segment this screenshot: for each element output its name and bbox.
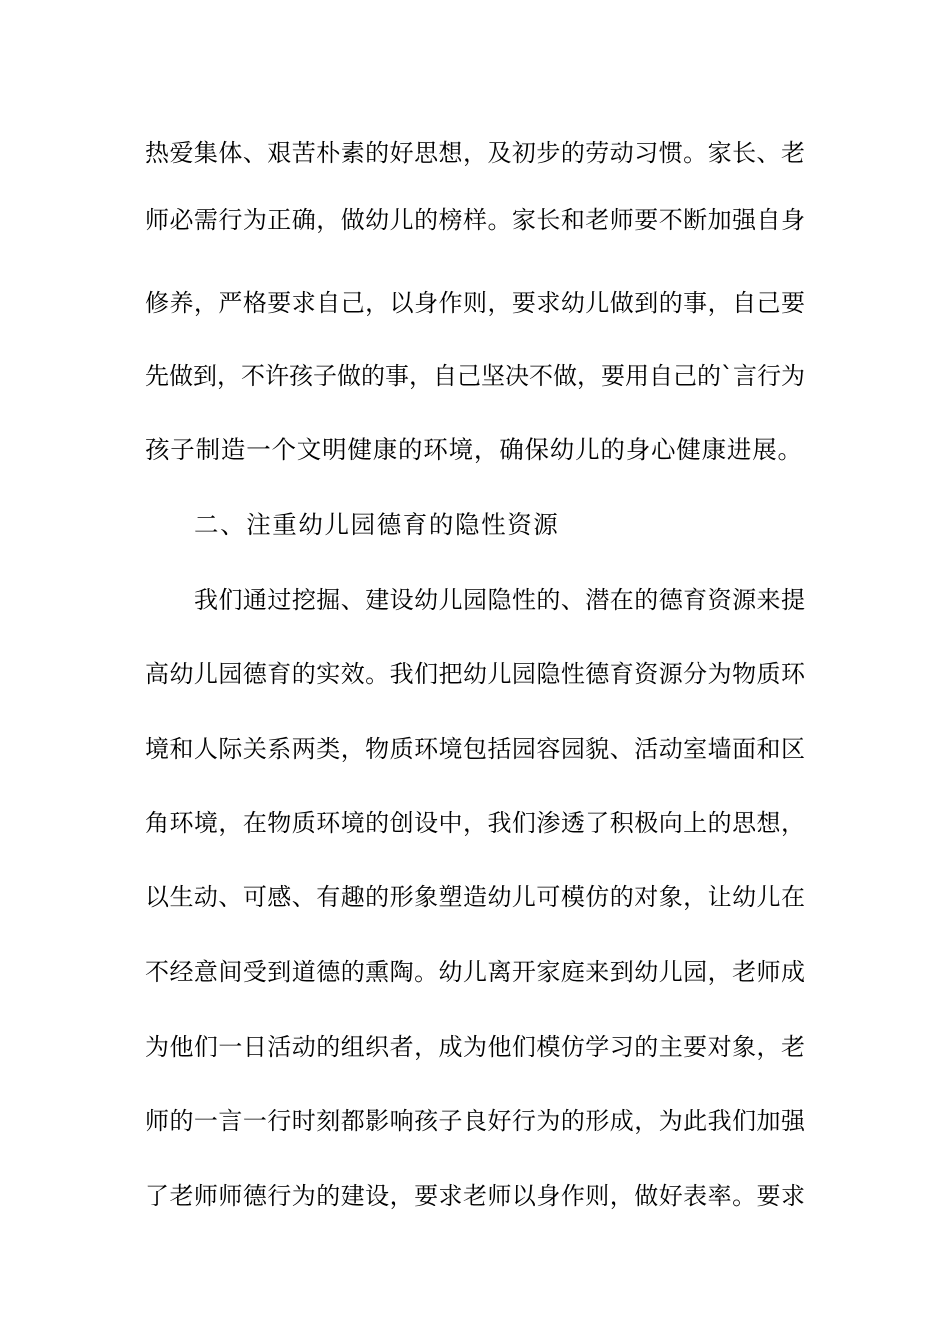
paragraph-line: 修养，严格要求自己，以身作则，要求幼儿做到的事，自己要 [145,289,805,317]
paragraph-line: 不经意间受到道德的熏陶。幼儿离开家庭来到幼儿园，老师成 [145,958,805,986]
paragraph-line: 师必需行为正确，做幼儿的榜样。家长和老师要不断加强自身 [145,206,805,234]
paragraph-line: 为他们一日活动的组织者，成为他们模仿学习的主要对象，老 [145,1033,805,1061]
paragraph-line: 我们通过挖掘、建设幼儿园隐性的、潜在的德育资源来提 [194,586,805,614]
paragraph-line: 以生动、可感、有趣的形象塑造幼儿可模仿的对象，让幼儿在 [145,883,805,911]
paragraph-line: 先做到，不许孩子做的事，自己坚决不做，要用自己的`言行为 [145,362,805,390]
paragraph-line: 了老师师德行为的建设，要求老师以身作则，做好表率。要求 [145,1182,805,1210]
section-heading: 二、注重幼儿园德育的隐性资源 [194,510,560,539]
paragraph-line: 角环境，在物质环境的创设中，我们渗透了积极向上的思想， [145,809,805,837]
paragraph-line: 师的一言一行时刻都影响孩子良好行为的形成，为此我们加强 [145,1107,805,1135]
paragraph-line: 孩子制造一个文明健康的环境，确保幼儿的身心健康进展。 [145,435,803,464]
paragraph-line: 境和人际关系两类，物质环境包括园容园貌、活动室墙面和区 [145,735,805,763]
paragraph-line: 热爱集体、艰苦朴素的好思想，及初步的劳动习惯。家长、老 [145,139,805,167]
paragraph-line: 高幼儿园德育的实效。我们把幼儿园隐性德育资源分为物质环 [145,660,805,688]
